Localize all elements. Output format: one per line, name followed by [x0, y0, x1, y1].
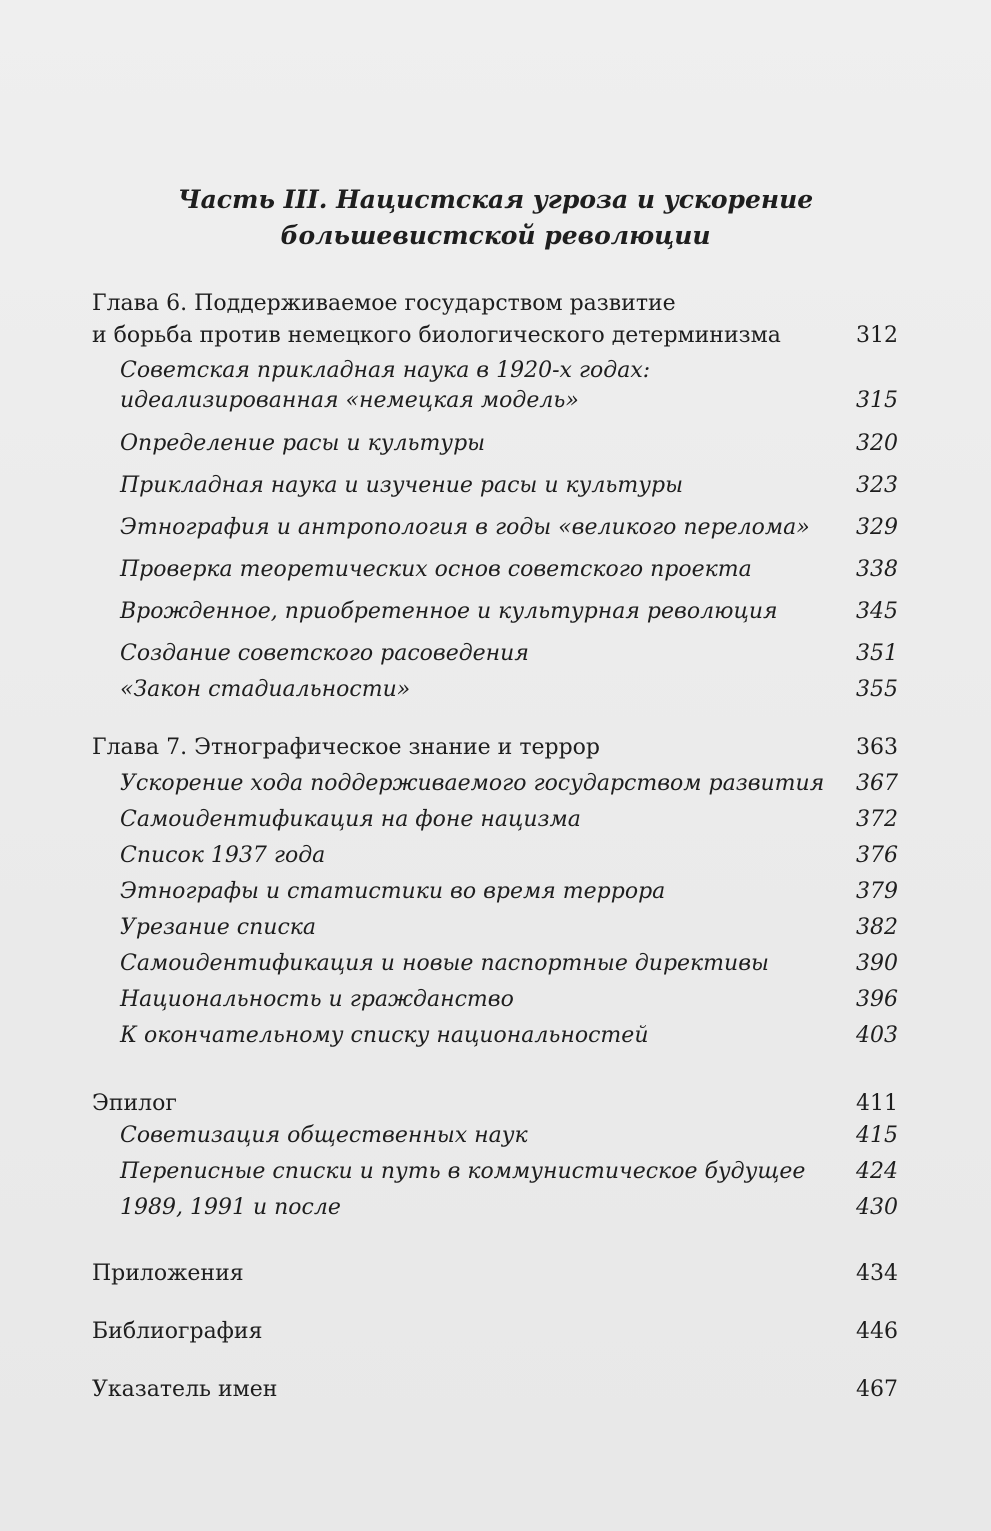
toc-section-title: К окончательному списку национальностей — [120, 1023, 649, 1048]
toc-bibliography-title: Библиография — [92, 1319, 263, 1344]
toc-page-number: 430 — [856, 1195, 898, 1220]
toc-section — [92, 1020, 898, 1052]
toc-page-number: 379 — [856, 879, 898, 904]
toc-page-number: 390 — [856, 951, 898, 976]
toc-section-title: Переписные списки и путь в коммунистическое будущее — [120, 1159, 806, 1184]
toc-page-number: 320 — [856, 431, 898, 456]
toc-section-line-2: идеализированная «немецкая модель» — [120, 388, 579, 413]
toc-page-number: 434 — [856, 1261, 898, 1286]
toc-page-number: 372 — [856, 807, 898, 832]
toc-section — [92, 768, 898, 800]
toc-section-title: 1989, 1991 и после — [120, 1195, 341, 1220]
toc-appendices — [92, 1258, 898, 1290]
toc-section-title: Самоидентификация и новые паспортные директивы — [120, 951, 769, 976]
toc-section — [92, 984, 898, 1016]
toc-section-title: Ускорение хода поддерживаемого государством развития — [120, 771, 825, 796]
toc-chapter-7-title: Глава 7. Этнографическое знание и террор — [92, 735, 601, 760]
toc-page-number: 446 — [856, 1319, 898, 1344]
toc-section — [92, 912, 898, 944]
toc-section — [92, 512, 898, 544]
toc-section — [92, 470, 898, 502]
toc-bibliography — [92, 1316, 898, 1348]
toc-section — [92, 1192, 898, 1224]
toc-page-number: 338 — [856, 557, 898, 582]
toc-page-number: 363 — [856, 735, 898, 760]
toc-section — [92, 554, 898, 586]
toc-page-number: 323 — [856, 473, 898, 498]
toc-page-number: 355 — [856, 677, 898, 702]
part-title-line-1: Часть III. Нацистская угроза и ускорение — [177, 185, 814, 214]
toc-section — [92, 804, 898, 836]
toc-section-title: Определение расы и культуры — [120, 431, 486, 456]
toc-section — [92, 948, 898, 980]
toc-section-title: Урезание списка — [120, 915, 317, 940]
part-title — [0, 182, 991, 254]
toc-page-number: 329 — [856, 515, 898, 540]
toc-page-number: 376 — [856, 843, 898, 868]
toc-section — [92, 596, 898, 628]
toc-section — [92, 356, 898, 416]
toc-section — [92, 1120, 898, 1152]
toc-epilogue-title: Эпилог — [92, 1091, 177, 1116]
toc-page-number: 396 — [856, 987, 898, 1012]
toc-chapter-6 — [92, 288, 898, 352]
toc-page-number: 424 — [856, 1159, 898, 1184]
toc-section-title: Советизация общественных наук — [120, 1123, 528, 1148]
toc-name-index-title: Указатель имен — [92, 1377, 278, 1402]
toc-chapter-7 — [92, 732, 898, 764]
toc-page-number: 467 — [856, 1377, 898, 1402]
toc-section — [92, 1156, 898, 1188]
toc-name-index — [92, 1374, 898, 1406]
toc-section — [92, 428, 898, 460]
toc-section-title: Самоидентификация на фоне нацизма — [120, 807, 581, 832]
toc-section — [92, 674, 898, 706]
toc-section — [92, 638, 898, 670]
toc-section — [92, 876, 898, 908]
table-of-contents — [92, 280, 898, 1406]
toc-section-title: Национальность и гражданство — [120, 987, 514, 1012]
toc-section-title: «Закон стадиальности» — [120, 677, 411, 702]
toc-section — [92, 840, 898, 872]
toc-page-number: 415 — [856, 1123, 898, 1148]
toc-page-number: 345 — [856, 599, 898, 624]
toc-epilogue — [92, 1088, 898, 1120]
toc-section-line-1: Советская прикладная наука в 1920-х годах: — [120, 358, 651, 383]
toc-section-title: Проверка теоретических основ советского проекта — [120, 557, 752, 582]
toc-chapter-6-line-1: Глава 6. Поддерживаемое государством развитие — [92, 291, 676, 316]
toc-section-title: Врожденное, приобретенное и культурная революция — [120, 599, 778, 624]
toc-section-title: Создание советского расоведения — [120, 641, 529, 666]
toc-page-number: 312 — [856, 323, 898, 348]
toc-page-number: 315 — [856, 388, 898, 413]
toc-appendices-title: Приложения — [92, 1261, 244, 1286]
toc-page-number: 411 — [856, 1091, 898, 1116]
toc-section-title: Этнографы и статистики во время террора — [120, 879, 666, 904]
toc-page-number: 382 — [856, 915, 898, 940]
toc-page-number: 367 — [856, 771, 898, 796]
toc-section-title: Этнография и антропология в годы «великого перелома» — [120, 515, 810, 540]
toc-chapter-6-line-2: и борьба против немецкого биологического детерминизма — [92, 323, 781, 348]
toc-page-number: 351 — [856, 641, 898, 666]
toc-section-title: Список 1937 года — [120, 843, 326, 868]
toc-page-number: 403 — [856, 1023, 898, 1048]
part-title-line-2: большевистской революции — [280, 221, 711, 250]
toc-section-title: Прикладная наука и изучение расы и культуры — [120, 473, 683, 498]
